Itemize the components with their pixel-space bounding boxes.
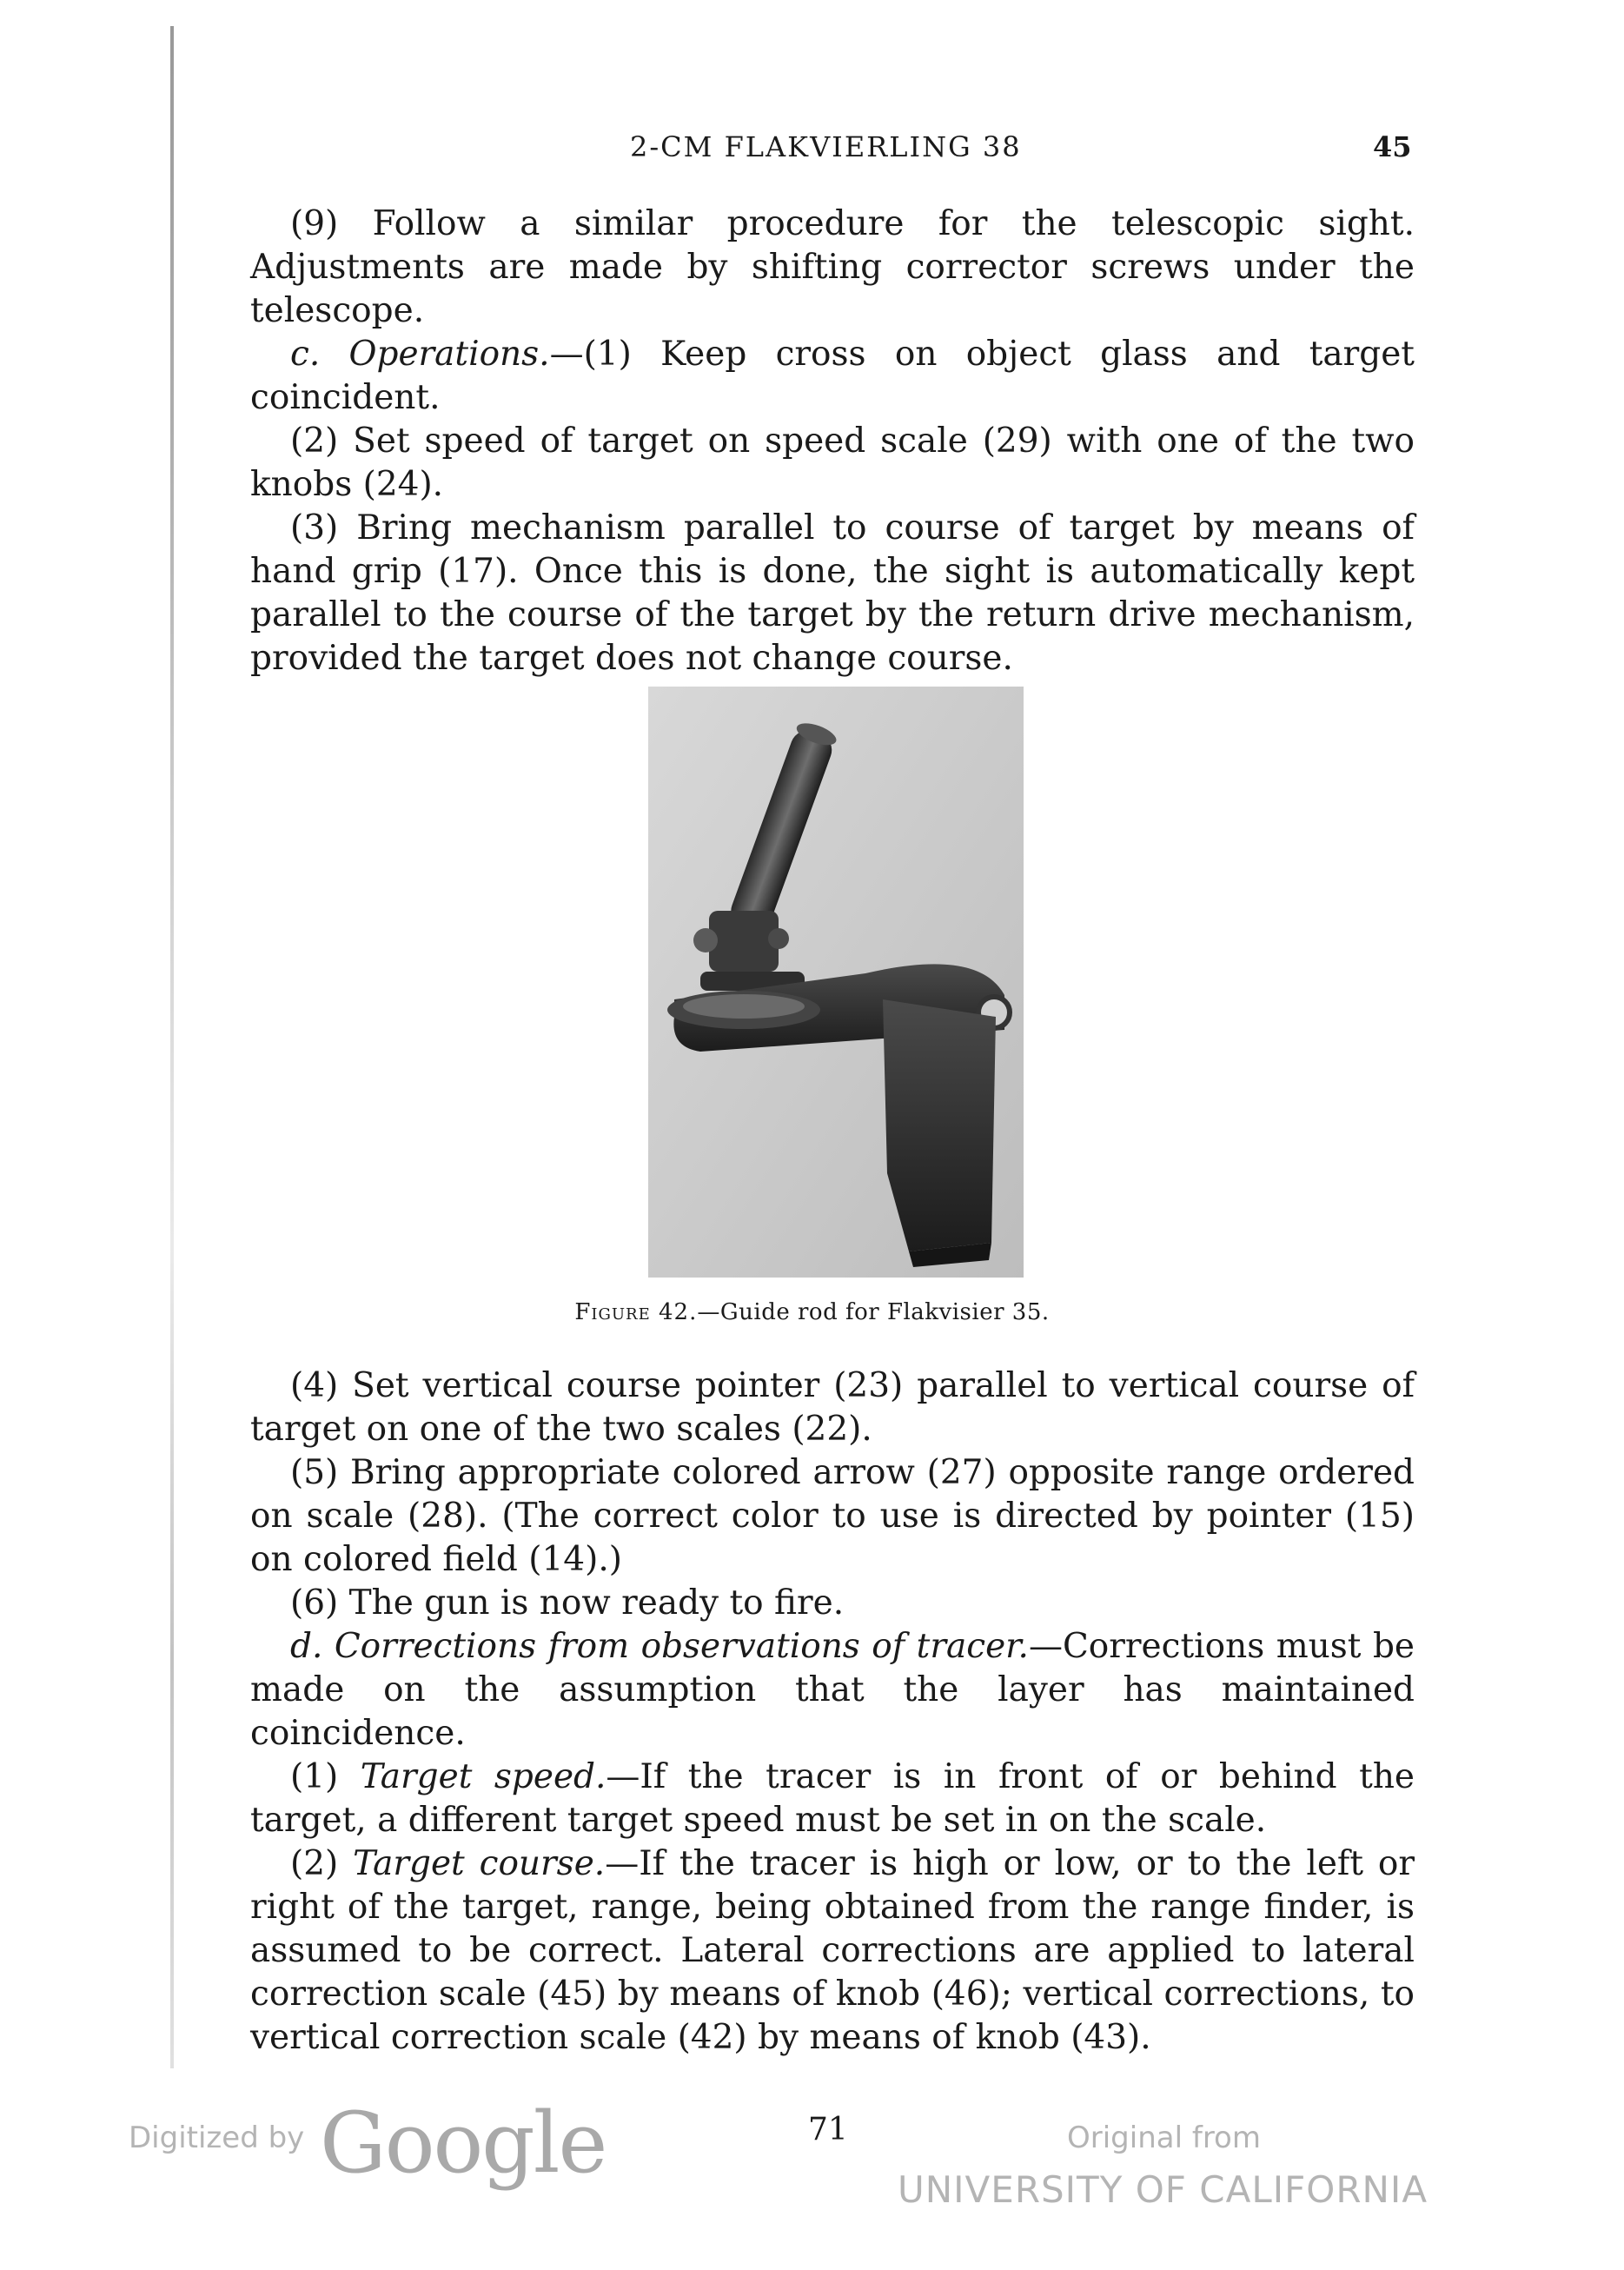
- text-block-bottom: [250, 1364, 1415, 2060]
- institution-label: UNIVERSITY OF CALIFORNIA: [898, 2168, 1428, 2211]
- figure-photo: [648, 687, 1024, 1278]
- running-title: 2-CM FLAKVIERLING 38: [630, 130, 1022, 163]
- text-block-top: [250, 202, 1415, 680]
- paragraph: (3) Bring mechanism parallel to course of target by means of hand grip (17). Once this is done, the sight is automatically kept parallel to the course of the target by the return drive mechanism, provided the target does not change course.: [250, 508, 1415, 678]
- caption-label: Figure 42.: [574, 1299, 698, 1325]
- page-number: 45: [1373, 130, 1412, 163]
- folio-number: 71: [808, 2112, 848, 2147]
- guide-rod-image: [648, 687, 1024, 1278]
- caption-text: —Guide rod for Flakvisier 35.: [697, 1299, 1050, 1325]
- subsection-label: Target course.: [353, 1844, 606, 1883]
- paragraph: (1) Target speed.—If the tracer is in front of or behind the target, a different target speed must be set in on the scale.: [250, 1757, 1415, 1840]
- google-logo: Google: [320, 2094, 607, 2192]
- running-head: [0, 130, 1624, 165]
- paragraph: d. Corrections from observations of tracer.—Corrections must be made on the assumption that the layer has maintained coincidence.: [250, 1627, 1415, 1753]
- paragraph: (5) Bring appropriate colored arrow (27) opposite range ordered on scale (28). (The correct color to use is directed by pointer (15) on colored field (14).): [250, 1453, 1415, 1579]
- paragraph: (4) Set vertical course pointer (23) parallel to vertical course of target on one of the two scales (22).: [250, 1366, 1415, 1449]
- subsection-label: Target speed.: [360, 1757, 607, 1796]
- paragraph: (9) Follow a similar procedure for the telescopic sight. Adjustments are made by shifting corrector screws under the telescope.: [250, 204, 1415, 330]
- scan-edge-shadow: [170, 26, 174, 2068]
- section-label: d. Corrections from observations of tracer.: [290, 1627, 1029, 1666]
- paragraph: (2) Set speed of target on speed scale (29) with one of the two knobs (24).: [250, 421, 1415, 504]
- original-from-label: Original from: [1067, 2121, 1261, 2155]
- figure-caption: [0, 1299, 1624, 1325]
- paragraph: (6) The gun is now ready to fire.: [290, 1583, 845, 1623]
- section-label: c. Operations.: [290, 335, 550, 374]
- digitized-by-label: Digitized by: [129, 2121, 305, 2155]
- paragraph: c. Operations.—(1) Keep cross on object glass and target coincident.: [250, 335, 1415, 417]
- paragraph: (2) Target course.—If the tracer is high or low, or to the left or right of the target, range, being obtained from the range finder, is assumed to be correct. Lateral corrections are applied to lateral correction scale (45) by means of knob (46); vertical corrections, to vertical correction scale (42) by means of knob (43).: [250, 1844, 1415, 2057]
